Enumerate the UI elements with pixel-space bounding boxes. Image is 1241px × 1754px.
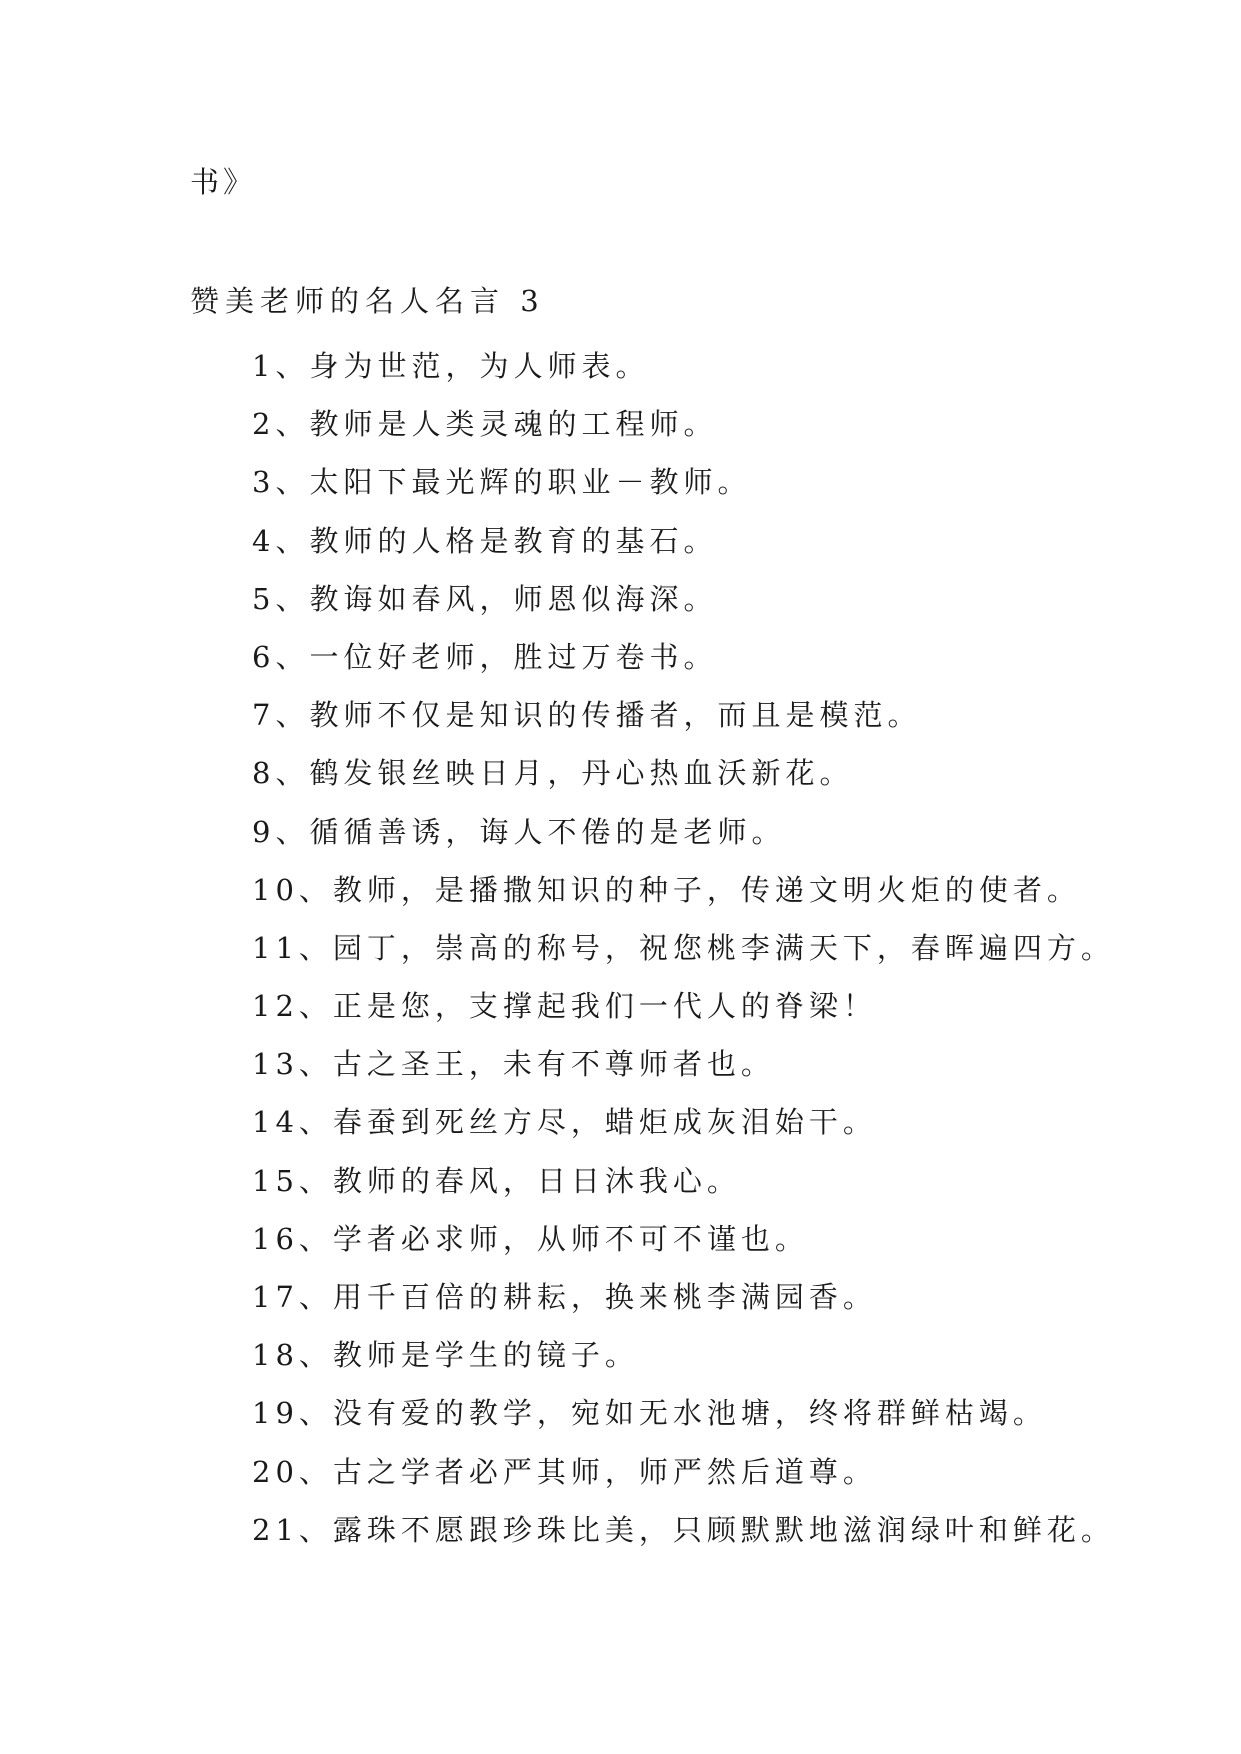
quote-list (252, 337, 1115, 1559)
quote-item: 10、教师，是播撒知识的种子，传递文明火炬的使者。 (252, 872, 1081, 907)
quote-item: 5、教诲如春风，师恩似海深。 (252, 581, 718, 616)
previous-text-fragment: 书》 (190, 165, 257, 199)
quote-item: 12、正是您，支撑起我们一代人的脊梁！ (252, 989, 877, 1024)
quote-item: 4、教师的人格是教育的基石。 (252, 523, 718, 558)
quote-item: 14、春蚕到死丝方尽，蜡炬成灰泪始干。 (252, 1105, 877, 1140)
quote-item: 2、教师是人类灵魂的工程师。 (252, 407, 718, 442)
quote-item: 15、教师的春风，日日沐我心。 (252, 1163, 741, 1198)
quote-item: 16、学者必求师，从师不可不谨也。 (252, 1221, 809, 1256)
quote-item: 9、循循善诱，诲人不倦的是老师。 (252, 814, 786, 849)
quote-item: 6、一位好老师，胜过万卷书。 (252, 639, 718, 674)
quote-item: 1、身为世范，为人师表。 (252, 349, 650, 383)
section-heading: 赞美老师的名人名言 3 (190, 284, 545, 318)
quote-item: 3、太阳下最光辉的职业－教师。 (252, 465, 752, 500)
quote-item: 7、教师不仅是知识的传播者，而且是模范。 (252, 698, 922, 733)
quote-item: 20、古之学者必严其师，师严然后道尊。 (252, 1454, 877, 1489)
quote-item: 18、教师是学生的镜子。 (252, 1338, 639, 1373)
quote-item: 8、鹤发银丝映日月，丹心热血沃新花。 (252, 756, 854, 791)
quote-item: 11、园丁，崇高的称号，祝您桃李满天下，春晖遍四方。 (252, 930, 1115, 965)
quote-item: 13、古之圣王，未有不尊师者也。 (252, 1047, 775, 1082)
quote-item: 19、没有爱的教学，宛如无水池塘，终将群鲜枯竭。 (252, 1396, 1047, 1431)
quote-item: 21、露珠不愿跟珍珠比美，只顾默默地滋润绿叶和鲜花。 (252, 1512, 1115, 1547)
quote-item: 17、用千百倍的耕耘，换来桃李满园香。 (252, 1280, 877, 1314)
